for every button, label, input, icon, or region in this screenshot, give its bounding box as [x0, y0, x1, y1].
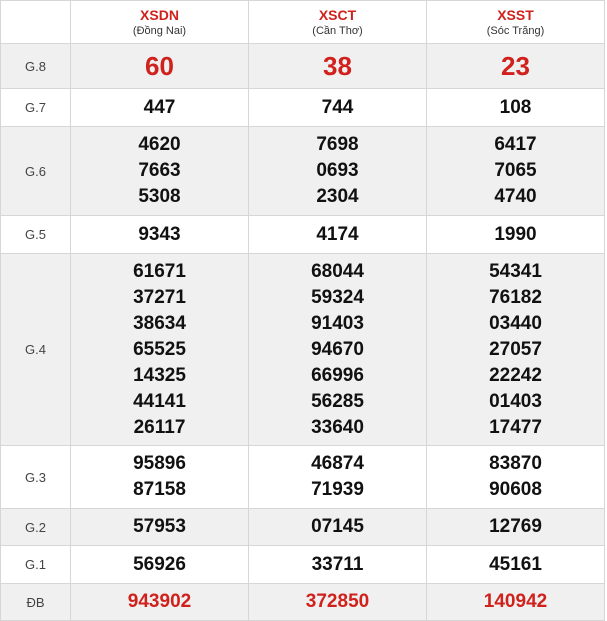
- province-code-link[interactable]: XSDN: [140, 7, 179, 23]
- prize-cell: [71, 509, 249, 546]
- winning-number: 33640: [311, 416, 364, 438]
- winning-number: 61671: [133, 260, 186, 282]
- prize-cell: [71, 546, 249, 584]
- prize-label: ĐB: [1, 584, 71, 621]
- prize-row: [1, 254, 605, 446]
- prize-cell: [249, 254, 427, 446]
- prize-label: G.4: [1, 254, 71, 446]
- province-name: (Sóc Trăng): [486, 25, 545, 37]
- winning-number: 0693: [316, 160, 359, 181]
- winning-number: 17477: [489, 416, 542, 438]
- winning-number: 447: [143, 96, 176, 118]
- winning-number: 9343: [138, 223, 181, 245]
- prize-row: [1, 446, 605, 509]
- winning-number: 1990: [494, 223, 537, 245]
- winning-number: 76182: [489, 286, 542, 308]
- prize-cell: [249, 546, 427, 584]
- winning-number: 23: [501, 51, 530, 81]
- prize-row: [1, 546, 605, 584]
- prize-label: G.8: [1, 44, 71, 89]
- prize-cell: [427, 254, 605, 446]
- winning-number: 7663: [138, 160, 181, 181]
- prize-cell: [249, 584, 427, 621]
- prize-row: [1, 216, 605, 254]
- winning-number: 83870: [489, 453, 542, 474]
- prize-row: [1, 89, 605, 127]
- province-header: [249, 1, 427, 44]
- winning-number: 03440: [489, 312, 542, 334]
- province-name: (Đồng Nai): [132, 25, 187, 37]
- winning-number: 22242: [489, 364, 542, 386]
- winning-number: 07145: [311, 516, 364, 537]
- prize-cell: [71, 127, 249, 216]
- winning-number: 2304: [316, 186, 359, 207]
- winning-number: 26117: [133, 416, 186, 438]
- winning-number: 108: [499, 96, 532, 118]
- winning-number: 46874: [311, 453, 364, 474]
- prize-cell: [249, 216, 427, 254]
- winning-number: 68044: [311, 260, 364, 282]
- winning-number: 4174: [316, 223, 359, 245]
- province-code-link[interactable]: XSST: [497, 7, 534, 23]
- winning-number: 87158: [133, 479, 186, 500]
- winning-number: 6417: [494, 134, 537, 155]
- winning-number: 7698: [316, 134, 359, 155]
- header-row: [1, 1, 605, 44]
- winning-number: 94670: [311, 338, 364, 360]
- winning-number: 71939: [311, 479, 364, 500]
- prize-cell: [249, 509, 427, 546]
- winning-number: 91403: [311, 312, 364, 334]
- province-name: (Cần Thơ): [312, 25, 363, 37]
- prize-row: [1, 127, 605, 216]
- winning-number: 44141: [133, 390, 186, 412]
- winning-number: 943902: [127, 591, 192, 612]
- province-header: [427, 1, 605, 44]
- winning-number: 56926: [133, 553, 186, 575]
- winning-number: 60: [145, 51, 174, 81]
- prize-row: [1, 44, 605, 89]
- winning-number: 57953: [133, 516, 186, 537]
- province-header: [71, 1, 249, 44]
- winning-number: 140942: [483, 591, 548, 612]
- winning-number: 90608: [489, 479, 542, 500]
- prize-cell: [427, 89, 605, 127]
- prize-cell: [427, 584, 605, 621]
- prize-row: [1, 509, 605, 546]
- winning-number: 65525: [133, 338, 186, 360]
- winning-number: 37271: [133, 286, 186, 308]
- prize-cell: [71, 89, 249, 127]
- winning-number: 45161: [489, 553, 542, 575]
- prize-cell: [427, 546, 605, 584]
- winning-number: 95896: [133, 453, 186, 474]
- prize-cell: [249, 127, 427, 216]
- prize-cell: [71, 254, 249, 446]
- winning-number: 38: [323, 51, 352, 81]
- winning-number: 01403: [489, 390, 542, 412]
- winning-number: 33711: [311, 553, 364, 575]
- prize-label: G.7: [1, 89, 71, 127]
- prize-cell: [71, 216, 249, 254]
- prize-label: G.1: [1, 546, 71, 584]
- prize-cell: [249, 89, 427, 127]
- winning-number: 54341: [489, 260, 542, 282]
- winning-number: 7065: [494, 160, 537, 181]
- prize-cell: [427, 509, 605, 546]
- prize-label: G.3: [1, 446, 71, 509]
- prize-cell: [427, 44, 605, 89]
- prize-cell: [427, 127, 605, 216]
- prize-cell: [71, 584, 249, 621]
- prize-label: G.6: [1, 127, 71, 216]
- winning-number: 4740: [494, 186, 537, 207]
- prize-cell: [71, 446, 249, 509]
- winning-number: 56285: [311, 390, 364, 412]
- winning-number: 27057: [489, 338, 542, 360]
- winning-number: 372850: [305, 591, 370, 612]
- winning-number: 38634: [133, 312, 186, 334]
- winning-number: 5308: [138, 186, 181, 207]
- winning-number: 4620: [138, 134, 181, 155]
- winning-number: 66996: [311, 364, 364, 386]
- prize-label: G.2: [1, 509, 71, 546]
- prize-cell: [71, 44, 249, 89]
- prize-cell: [249, 44, 427, 89]
- winning-number: 12769: [489, 516, 542, 537]
- prize-label: G.5: [1, 216, 71, 254]
- winning-number: 59324: [311, 286, 364, 308]
- winning-number: 14325: [133, 364, 186, 386]
- winning-number: 744: [321, 96, 354, 118]
- province-code-link[interactable]: XSCT: [318, 7, 357, 23]
- prize-row: [1, 584, 605, 621]
- prize-cell: [249, 446, 427, 509]
- prize-cell: [427, 446, 605, 509]
- header-corner-cell: [1, 1, 71, 44]
- prize-cell: [427, 216, 605, 254]
